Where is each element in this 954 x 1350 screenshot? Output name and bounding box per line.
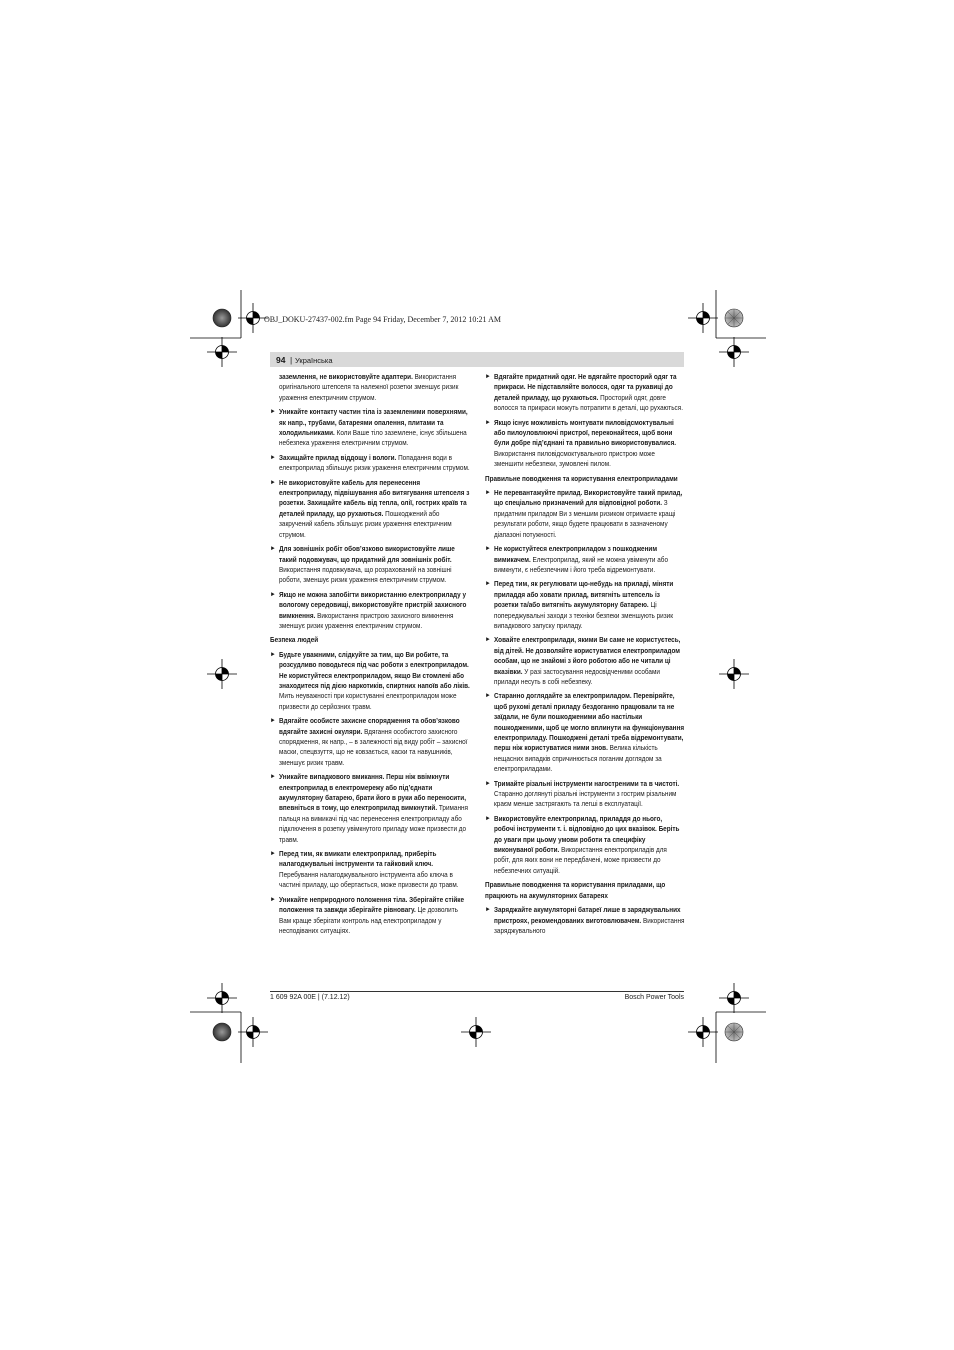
bullet-bold-text: Уникайте неприродного положення тіла. Зберігайте стійке положення та завжди зберігайте рівновагу.: [279, 895, 465, 915]
bullet-arrow-icon: ►: [485, 545, 491, 553]
bullet-bold-text: Якщо існує можливість монтувати пиловідсмоктувальні або пилоуловлюючі пристрої, переконайтеся, щоб вони були добре під’єднані та правильно використовувалися.: [494, 418, 677, 448]
bullet-item: [485, 488, 685, 540]
bullet-bold-text: Уникайте контакту частин тіла із заземленими поверхнями, як напр., трубами, батареями опалення, плитами та холодильниками.: [279, 408, 468, 438]
bullet-arrow-icon: ►: [485, 636, 491, 644]
bullet-body-text: Велика кількість нещасних випадків спричинюється поганим доглядом за електроприладами.: [494, 744, 662, 774]
left-column: [270, 372, 470, 940]
bullet-body-text: Використання пиловідсмоктувального пристрою може зменшити небезпеки, зумовлені пилом.: [494, 449, 655, 469]
bullet-bold-text: Захищайте прилад віддощу і вологи.: [279, 453, 397, 462]
bullet-body-text: Тримання пальця на вимикачі під час перенесення електроприладу або підключення в розетку увімкнутого приладу може призвести до травм.: [279, 804, 468, 844]
page-number: 94: [276, 355, 286, 365]
continued-paragraph: заземлення, не використовуйте адаптери. Використання оригінального штепселя та належної розетки зменшує ризик ураження електричним струмом.: [279, 373, 459, 402]
bullet-bold-text: Вдягайте придатний одяг. Не вдягайте просторий одяг та прикраси. Не підставляйте волосся, одяг та рукавиці до деталей приладу, що рухаються.: [494, 373, 677, 402]
bullet-bold-text: Тримайте різальні інструменти нагостреними та в чистоті.: [494, 779, 680, 788]
language-label: Українська: [295, 355, 333, 365]
bullet-item: [270, 895, 470, 937]
bullet-item: [485, 544, 685, 575]
bullet-body-text: З придатним приладом Ви з меншим ризиком отримаєте кращі результати роботи, якщо будете працювати в зазначеному діапазоні потужності.: [494, 499, 676, 539]
bullet-item: [270, 407, 470, 449]
bullet-arrow-icon: ►: [270, 650, 276, 658]
bullet-arrow-icon: ►: [485, 580, 491, 588]
bullet-item: [485, 579, 685, 631]
bullet-bold-text: Старанно доглядайте за електроприладом. Перевіряйте, щоб рухомі деталі приладу бездоганно працювали та не заїдали, не були пошкодженими або настільки пошкодженими, щоб це могло вплинути на функціонування електроприладу. Пошкоджені деталі треба відремонтувати, перш ніж користуватися ними знов.: [494, 692, 685, 753]
bullet-body-text: Ці попереджувальні заходи з техніки безпеки зменшують ризик випадкового запуску приладу.: [494, 601, 674, 630]
bullet-item: [270, 544, 470, 586]
bullet-body-text: Пошкоджений або закручений кабель збільшує ризик ураження електричним струмом.: [279, 509, 452, 539]
bullet-bold-text: Перед тим, як регулювати що-небудь на приладі, міняти приладдя або ховати прилад, витягніть штепсель із розетки та/або витягніть акумуляторну батарею.: [494, 580, 674, 610]
bullet-arrow-icon: ►: [270, 773, 276, 781]
bullet-bold-text: Заряджайте акумуляторні батареї лише в заряджувальних пристроях, рекомендованих виготовлювачем.: [494, 906, 681, 925]
bullet-bold-text: Уникайте випадкового вмикання. Перш ніж ввімкнути електроприлад в електромережу або під’єднати акумуляторну батарею, брати його в руки або переносити, впевніться в тому, що електроприлад вимкнутий.: [279, 773, 467, 813]
bullet-bold-text: Не користуйтеся електроприладом з пошкодженим вимикачем.: [494, 545, 658, 564]
bullet-bold-text: Для зовнішніх робіт обов’язково використовуйте лише такий подовжувач, що придатний для зовнішніх робіт.: [279, 545, 455, 564]
bullet-bold-text: Не перевантажуйте прилад. Використовуйте такий прилад, що спеціально призначений для відповідної роботи.: [494, 489, 683, 508]
bullet-arrow-icon: ►: [270, 717, 276, 725]
bullet-item: [270, 849, 470, 891]
bullet-bold-text: Якщо не можна запобігти використанню електроприладу у вологому середовищі, використовуйте пристрій захисного вимкнення.: [279, 590, 467, 620]
bullet-body-text: Використання пристрою захисного вимкнення зменшує ризик ураження електричним струмом.: [279, 611, 454, 630]
bullet-body-text: Електроприлад, який не можна увімкнути або вимкнути, є небезпечним і його треба відремонтувати.: [494, 555, 669, 574]
bullet-arrow-icon: ►: [270, 408, 276, 416]
bullet-item: [485, 418, 685, 470]
bullet-body-text: Вдягання особистого захисного спорядження, як напр., – в залежності від виду робіт – захисної маски, спецвзуття, що не ковзається, каски та навушників, зменшує ризик травм.: [279, 727, 468, 767]
footer-rule: [270, 991, 684, 992]
bullet-body-text: Коли Ваше тіло заземлене, існує збільшена небезпека ураження електричним струмом.: [279, 429, 467, 448]
section-heading-tool-use: Правильне поводження та користування електроприладами: [485, 474, 678, 483]
bullet-body-text: У разі застосування недосвідченими особами прилади несуть в собі небезпеку.: [494, 667, 660, 686]
bullet-item: [270, 453, 470, 474]
bullet-body-text: Використання подовжувача, що розрахований на зовнішні роботи, зменшує ризик ураження електричним струмом.: [279, 565, 452, 585]
bullet-arrow-icon: ►: [270, 545, 276, 553]
page-header: [270, 352, 684, 367]
bullet-body-text: Просторий одяг, довге волосся та прикраси можуть потрапити в деталі, що рухаються.: [494, 393, 683, 413]
section-heading-battery-tools: Правильне поводження та користування приладами, що працюють на акумуляторних батареях: [485, 881, 666, 900]
bullet-item: [485, 372, 685, 414]
bullet-item: [485, 814, 685, 876]
bullet-arrow-icon: ►: [485, 489, 491, 497]
bullet-body-text: Мить неуважності при користуванні електроприладом може призвести до серйозних травм.: [279, 692, 457, 711]
bullet-bold-text: Перед тим, як вмикати електроприлад, приберіть налагоджувальні інструменти та гайковий ключ.: [279, 850, 437, 869]
file-slug: OBJ_DOKU-27437-002.fm Page 94 Friday, December 7, 2012 10:21 AM: [264, 315, 502, 324]
section-heading-personal-safety: Безпека людей: [270, 636, 319, 645]
footer-doc-number: 1 609 92A 00E | (7.12.12): [270, 994, 350, 1001]
bullet-item: [485, 905, 685, 936]
bullet-arrow-icon: ►: [485, 373, 491, 380]
bullet-body-text: Перебування налагоджувального інструмента або ключа в частині приладу, що обертається, може призвести до травм.: [279, 870, 459, 890]
bullet-body-text: Використання електроприладів для робіт, для яких вони не передбачені, може призвести до небезпечних ситуацій.: [494, 846, 667, 875]
bullet-arrow-icon: ►: [270, 478, 276, 486]
bullet-arrow-icon: ►: [485, 692, 491, 700]
bullet-item: [270, 772, 470, 845]
bullet-arrow-icon: ►: [485, 906, 491, 914]
bullet-body-text: Попадання води в електроприлад збільшує ризик ураження електричним струмом.: [279, 453, 470, 473]
bullet-item: [270, 650, 470, 712]
bullet-arrow-icon: ►: [270, 850, 276, 858]
bullet-item: [270, 716, 470, 768]
bullet-item: [485, 635, 685, 687]
bullet-arrow-icon: ►: [485, 814, 491, 822]
right-column: [485, 372, 685, 940]
bullet-arrow-icon: ►: [270, 590, 276, 598]
bullet-bold-text: Використовуйте електроприлад, приладдя до нього, робочі інструменти т. і. відповідно до цих вказівок. Беріть до уваги при цьому умови роботи та специфіку виконуваної роботи.: [494, 814, 680, 855]
bullet-arrow-icon: ►: [270, 895, 276, 903]
bullet-bold-text: Ховайте електроприлади, якими Ви саме не користуєтесь, від дітей. Не дозволяйте користуватися електроприладом особам, що не знайомі з його роботою або не читали ці вказівки.: [494, 636, 681, 676]
bullet-body-text: Старанно доглянуті різальні інструменти з гострим різальним краєм менше застрягають та легші в експлуатації.: [494, 790, 677, 809]
bullet-item: [270, 590, 470, 632]
bullet-bold-text: Не використовуйте кабель для перенесення електроприладу, підвішування або витягування штепселя з розетки. Захищайте кабель від тепла, олії, гострих країв та деталей приладу, що рухаються.: [279, 478, 470, 518]
bullet-body-text: Це дозволить Вам краще зберігати контроль над електроприладом у несподіваних ситуаціях.: [279, 906, 458, 935]
bullet-bold-text: Будьте уважними, слідкуйте за тим, що Ви робите, та розсудливо поводьтеся під час роботи з електроприладом. Не користуйтеся електроприладом, якщо Ви стомлені або знаходитеся під дією наркотиків, спиртних напоїв або ліків.: [279, 650, 470, 690]
bullet-item: [270, 478, 470, 540]
bullet-item: [485, 691, 685, 774]
bullet-body-text: Використання заряджувального: [494, 916, 685, 935]
bullet-arrow-icon: ►: [485, 418, 491, 426]
bullet-bold-text: Вдягайте особисте захисне спорядження та обов’язково вдягайте захисні окуляри.: [279, 717, 460, 736]
header-separator: |: [290, 355, 293, 365]
bullet-item: [485, 779, 685, 810]
footer-brand: Bosch Power Tools: [624, 994, 684, 1001]
bullet-arrow-icon: ►: [270, 453, 276, 461]
bullet-arrow-icon: ►: [485, 779, 491, 787]
